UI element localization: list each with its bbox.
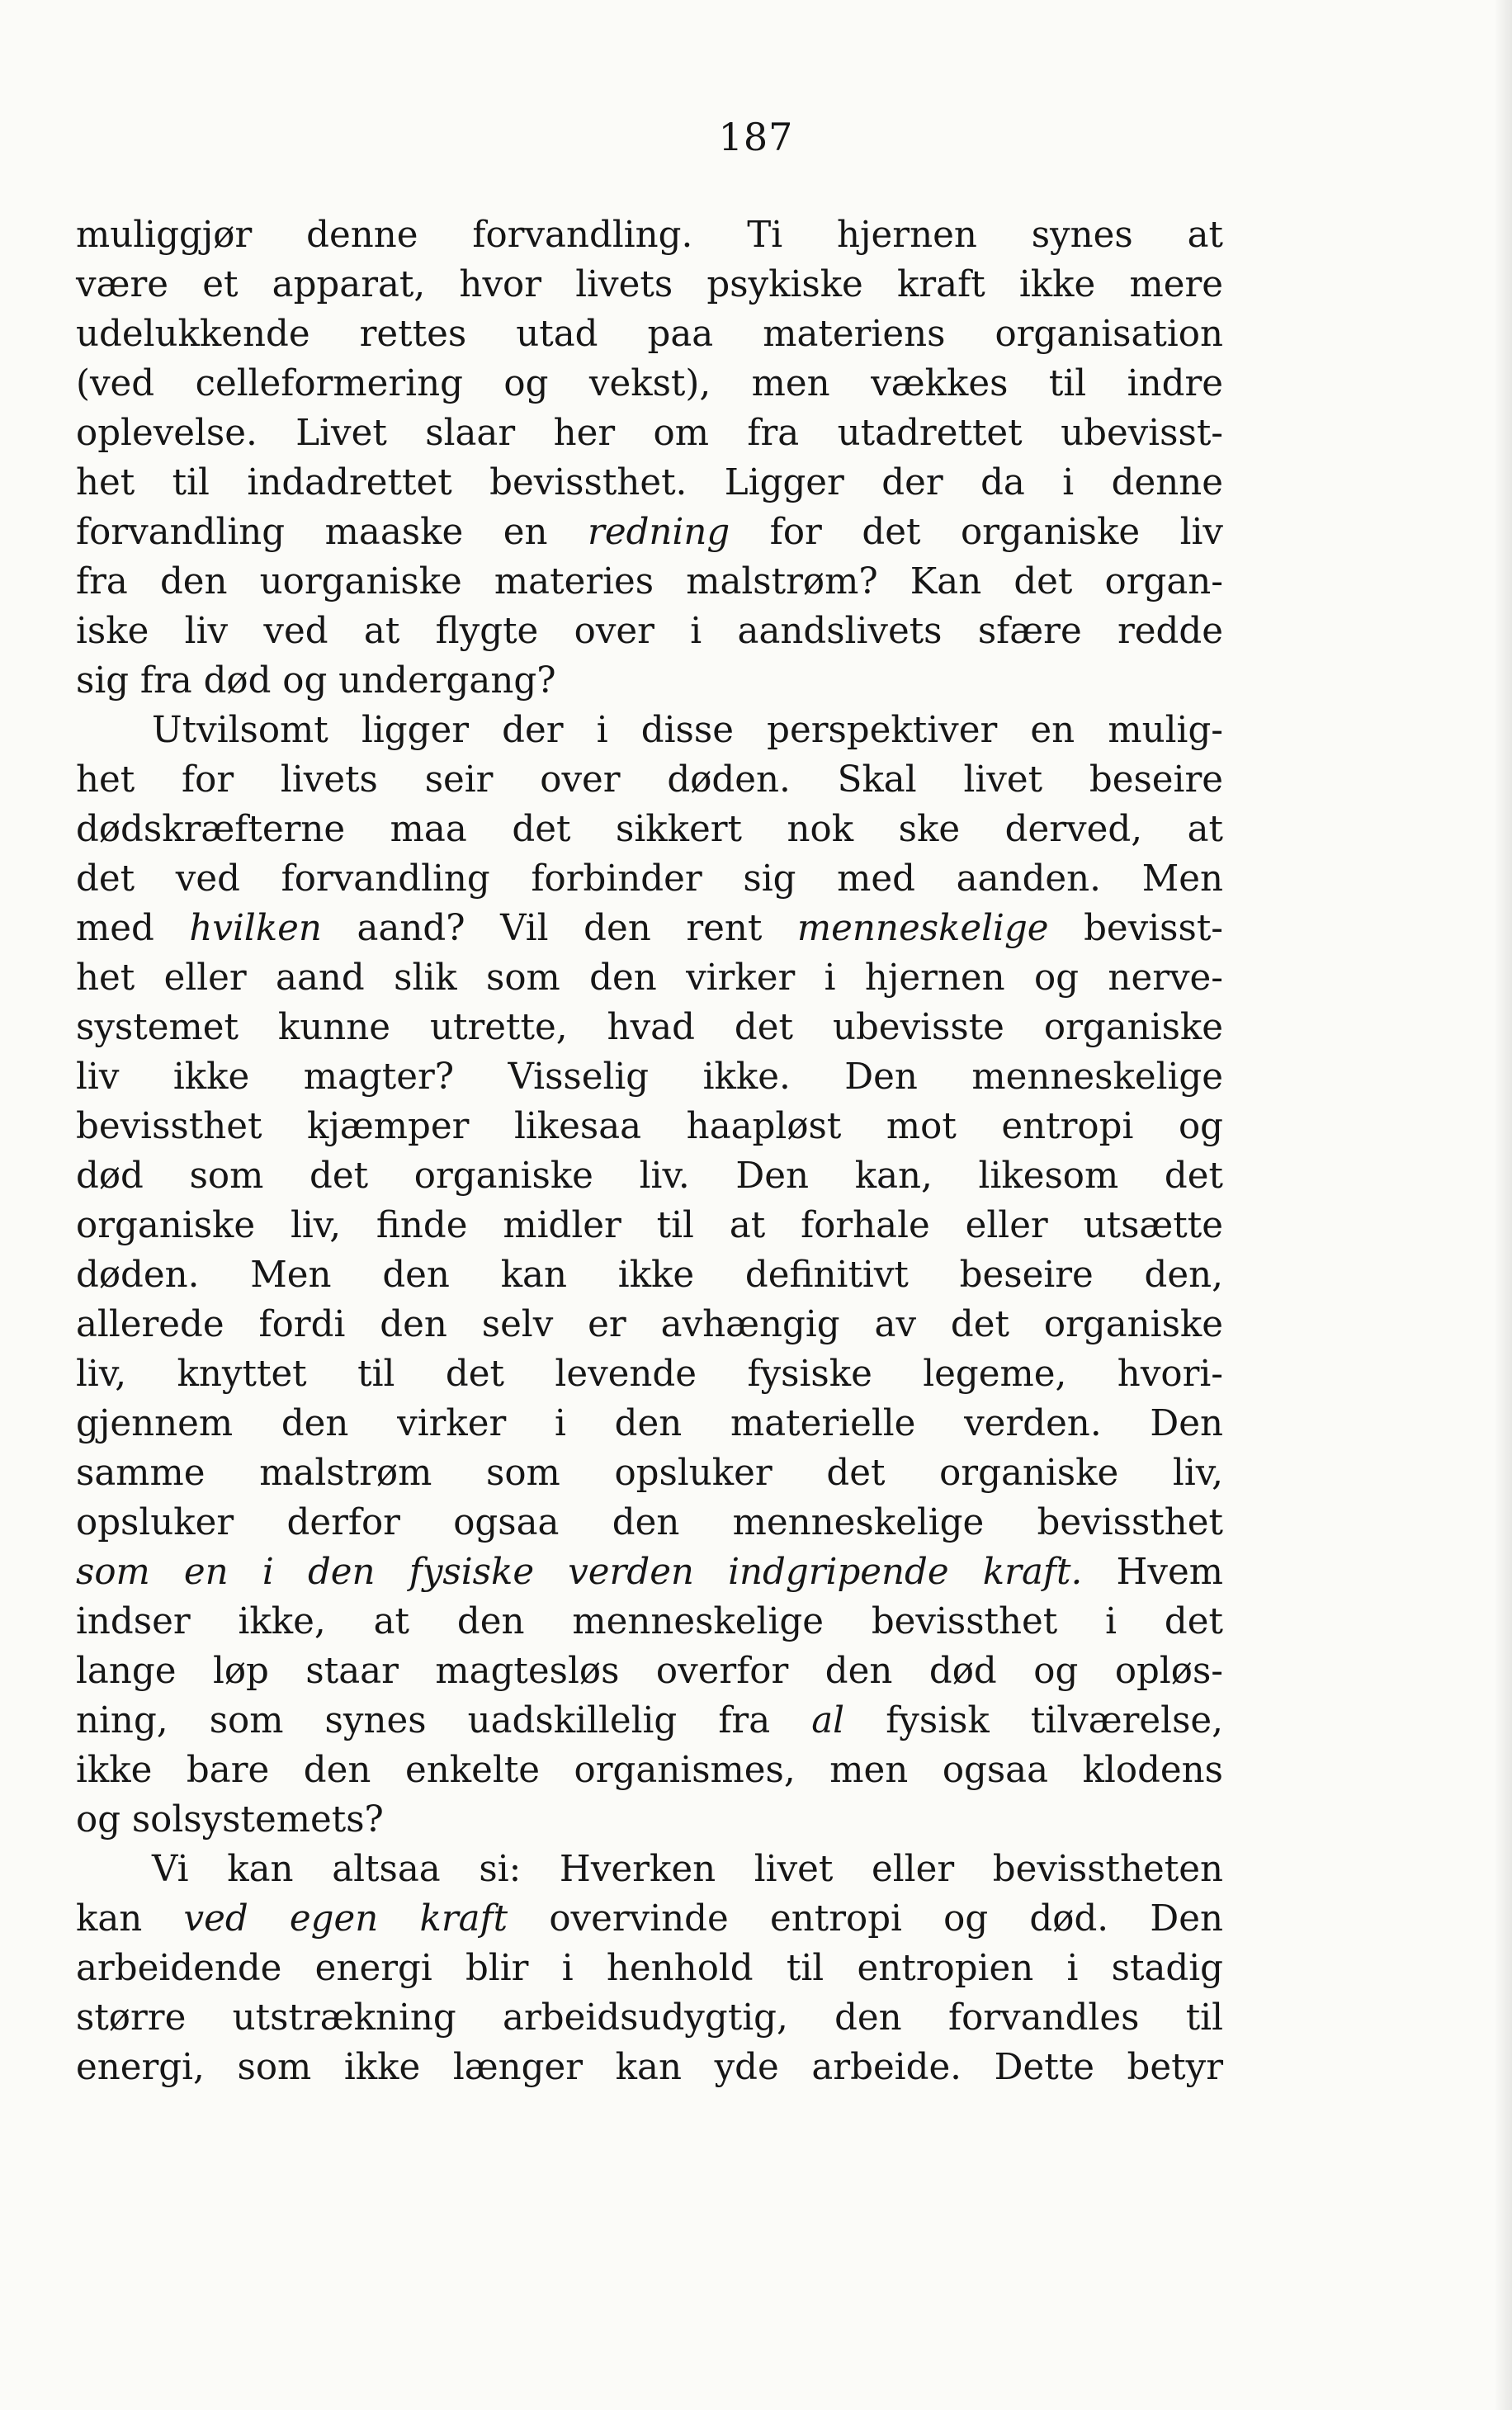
italic-text: ved egen kraft bbox=[183, 1898, 508, 1940]
text-line bbox=[76, 508, 1223, 557]
text-line bbox=[76, 656, 1223, 706]
text-line bbox=[76, 2043, 1223, 2092]
text-line bbox=[76, 1845, 1223, 1894]
text-segment: og solsystemets? bbox=[76, 1799, 384, 1841]
text-line bbox=[76, 1746, 1223, 1795]
text-line bbox=[76, 607, 1223, 656]
text-line bbox=[76, 805, 1223, 854]
text-segment: oplevelse. Livet slaar her om fra utadrettet ubevisst- bbox=[76, 413, 1223, 454]
text-segment: samme malstrøm som opsluker det organiske liv, bbox=[76, 1453, 1223, 1494]
text-segment: udelukkende rettes utad paa materiens organisation bbox=[76, 314, 1223, 355]
page-number: 187 bbox=[718, 115, 794, 159]
text-segment: het eller aand slik som den virker i hjernen og nerve- bbox=[76, 957, 1223, 999]
text-segment: Utvilsomt ligger der i disse perspektiver en mulig- bbox=[152, 710, 1223, 751]
text-segment: arbeidende energi blir i henhold til entropien i stadig bbox=[76, 1948, 1223, 1989]
text-line bbox=[76, 1448, 1223, 1498]
text-segment: muliggjør denne forvandling. Ti hjernen synes at bbox=[76, 215, 1223, 256]
text-segment: fra den uorganiske materies malstrøm? Kan det organ- bbox=[76, 561, 1223, 602]
italic-text: menneskelige bbox=[796, 908, 1049, 949]
text-segment: systemet kunne utrette, hvad det ubevisste organiske bbox=[76, 1007, 1223, 1048]
text-segment: overvinde entropi og død. Den bbox=[508, 1898, 1223, 1940]
text-segment: ning, som synes uadskillelig fra bbox=[76, 1700, 812, 1741]
text-line bbox=[76, 1250, 1223, 1300]
text-line bbox=[76, 1151, 1223, 1201]
text-segment: død som det organiske liv. Den kan, likesom det bbox=[76, 1155, 1223, 1197]
italic-text: som en i den fysiske verden indgripende kraft. bbox=[76, 1552, 1083, 1593]
text-segment: større utstrækning arbeidsudygtig, den forvandles til bbox=[76, 1997, 1223, 2039]
text-segment: energi, som ikke længer kan yde arbeide. Dette betyr bbox=[76, 2047, 1223, 2088]
text-line bbox=[76, 1548, 1223, 1597]
text-segment: iske liv ved at flygte over i aandslivets sfære redde bbox=[76, 611, 1223, 652]
text-line bbox=[76, 1894, 1223, 1944]
text-line bbox=[76, 1647, 1223, 1696]
italic-text: redning bbox=[588, 512, 730, 553]
text-line bbox=[76, 1399, 1223, 1448]
text-line bbox=[76, 854, 1223, 904]
text-segment: for det organiske liv bbox=[730, 512, 1223, 553]
text-segment: dødskræfterne maa det sikkert nok ske derved, at bbox=[76, 809, 1223, 850]
text-segment: Vi kan altsaa si: Hverken livet eller bevisstheten bbox=[152, 1849, 1223, 1890]
text-line bbox=[76, 706, 1223, 755]
text-segment: kan bbox=[76, 1898, 184, 1940]
text-segment: allerede fordi den selv er avhængig av det organiske bbox=[76, 1304, 1223, 1345]
text-line bbox=[76, 953, 1223, 1003]
italic-text: hvilken bbox=[189, 908, 322, 949]
text-line bbox=[76, 458, 1223, 508]
text-line bbox=[76, 1597, 1223, 1647]
text-segment: ikke bare den enkelte organismes, men ogsaa klodens bbox=[76, 1750, 1223, 1791]
text-segment: (ved celleformering og vekst), men vækkes til indre bbox=[76, 363, 1223, 404]
text-segment: liv, knyttet til det levende fysiske legeme, hvori- bbox=[76, 1354, 1223, 1395]
text-line bbox=[76, 260, 1223, 310]
italic-text: al bbox=[811, 1700, 845, 1741]
text-segment: lange løp staar magtesløs overfor den død og opløs- bbox=[76, 1651, 1223, 1692]
text-line bbox=[76, 1300, 1223, 1349]
text-segment: Hvem bbox=[1082, 1552, 1223, 1593]
text-segment: liv ikke magter? Visselig ikke. Den menneskelige bbox=[76, 1056, 1223, 1098]
text-segment: døden. Men den kan ikke definitivt beseire den, bbox=[76, 1255, 1223, 1296]
body-text bbox=[76, 210, 1223, 2092]
text-line bbox=[76, 904, 1223, 953]
text-segment: det ved forvandling forbinder sig med aanden. Men bbox=[76, 858, 1223, 900]
text-segment: organiske liv, finde midler til at forhale eller utsætte bbox=[76, 1205, 1223, 1246]
text-line bbox=[76, 755, 1223, 805]
text-line bbox=[76, 409, 1223, 458]
text-segment: bevisst- bbox=[1048, 908, 1223, 949]
text-line bbox=[76, 1201, 1223, 1250]
text-segment: indser ikke, at den menneskelige bevissthet i det bbox=[76, 1601, 1223, 1642]
text-segment: bevissthet kjæmper likesaa haapløst mot entropi og bbox=[76, 1106, 1223, 1147]
text-segment: sig fra død og undergang? bbox=[76, 660, 556, 702]
text-line bbox=[76, 1944, 1223, 1993]
text-line bbox=[76, 1349, 1223, 1399]
text-segment: opsluker derfor ogsaa den menneskelige bevissthet bbox=[76, 1502, 1223, 1543]
text-line bbox=[76, 1795, 1223, 1845]
text-segment: være et apparat, hvor livets psykiske kraft ikke mere bbox=[76, 264, 1223, 305]
text-line bbox=[76, 1993, 1223, 2043]
text-line bbox=[76, 1003, 1223, 1052]
text-line bbox=[76, 557, 1223, 607]
text-line bbox=[76, 1498, 1223, 1548]
text-segment: forvandling maaske en bbox=[76, 512, 588, 553]
text-line bbox=[76, 1102, 1223, 1151]
text-segment: aand? Vil den rent bbox=[321, 908, 797, 949]
page-edge-shadow bbox=[1494, 0, 1512, 2410]
text-segment: fysisk tilværelse, bbox=[844, 1700, 1223, 1741]
text-line bbox=[76, 359, 1223, 409]
text-segment: gjennem den virker i den materielle verden. Den bbox=[76, 1403, 1223, 1444]
text-line bbox=[76, 210, 1223, 260]
text-line bbox=[76, 1052, 1223, 1102]
text-line bbox=[76, 310, 1223, 359]
text-segment: het til indadrettet bevissthet. Ligger der da i denne bbox=[76, 462, 1223, 503]
text-segment: het for livets seir over døden. Skal livet beseire bbox=[76, 759, 1223, 801]
text-segment: med bbox=[76, 908, 190, 949]
text-line bbox=[76, 1696, 1223, 1746]
